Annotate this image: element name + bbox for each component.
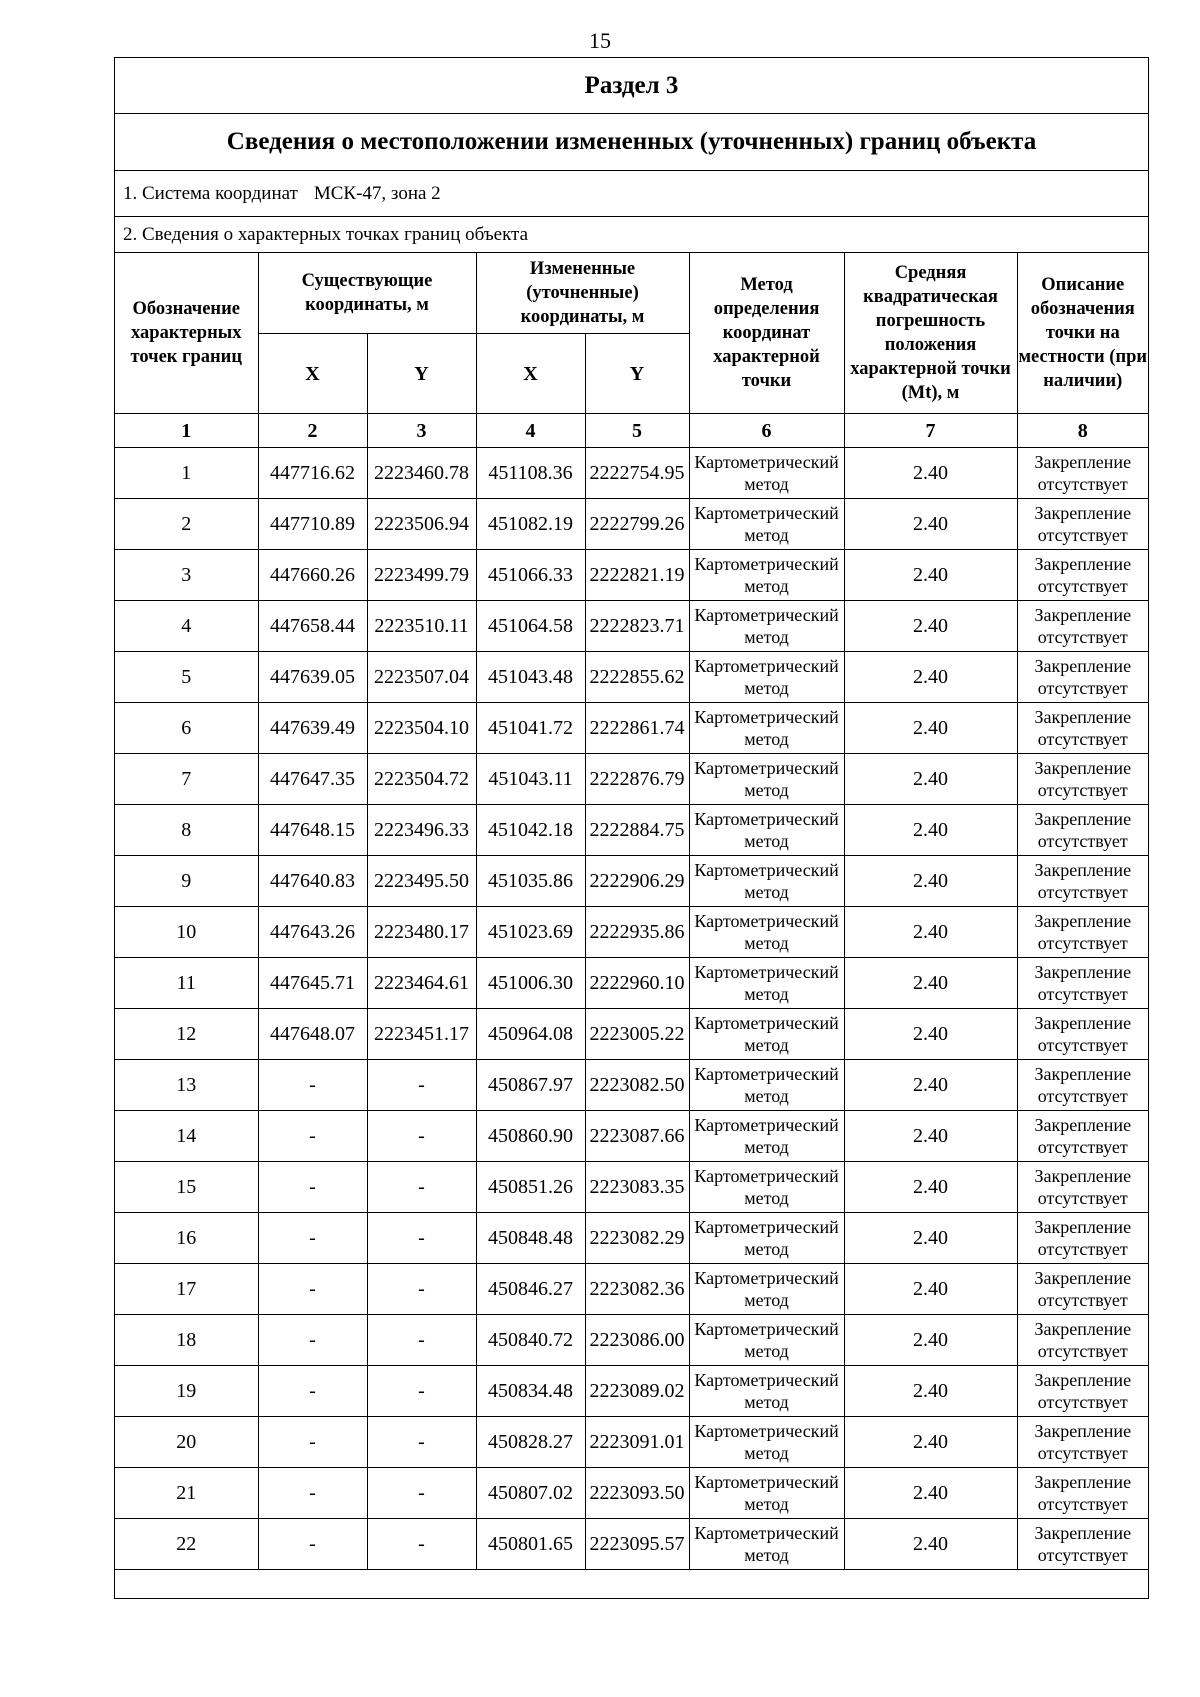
method-cell: Картометрический метод <box>689 1315 844 1366</box>
changed-y-cell: 2222799.26 <box>585 499 689 550</box>
method-cell: Картометрический метод <box>689 754 844 805</box>
changed-y-cell: 2222861.74 <box>585 703 689 754</box>
existing-y-cell: 2223504.10 <box>367 703 476 754</box>
column-number: 2 <box>258 414 367 448</box>
method-cell: Картометрический метод <box>689 1060 844 1111</box>
existing-y-cell: 2223510.11 <box>367 601 476 652</box>
existing-y-cell: - <box>367 1162 476 1213</box>
existing-x-cell: 447647.35 <box>258 754 367 805</box>
existing-x-cell: - <box>258 1060 367 1111</box>
description-cell: Закрепление отсутствует <box>1017 448 1148 499</box>
method-cell: Картометрический метод <box>689 601 844 652</box>
error-cell: 2.40 <box>844 907 1017 958</box>
description-cell: Закрепление отсутствует <box>1017 1468 1148 1519</box>
column-number: 4 <box>476 414 585 448</box>
method-cell: Картометрический метод <box>689 1213 844 1264</box>
point-number-cell: 11 <box>115 958 258 1009</box>
table-row <box>115 1162 1148 1213</box>
table-row <box>115 1468 1148 1519</box>
method-cell: Картометрический метод <box>689 1162 844 1213</box>
changed-y-cell: 2223005.22 <box>585 1009 689 1060</box>
changed-y-cell: 2222876.79 <box>585 754 689 805</box>
existing-x-cell: 447658.44 <box>258 601 367 652</box>
method-cell: Картометрический метод <box>689 550 844 601</box>
table-body <box>115 448 1148 1570</box>
error-cell: 2.40 <box>844 652 1017 703</box>
changed-x-cell: 450840.72 <box>476 1315 585 1366</box>
existing-y-cell: 2223451.17 <box>367 1009 476 1060</box>
existing-y-cell: 2223504.72 <box>367 754 476 805</box>
point-number-cell: 13 <box>115 1060 258 1111</box>
changed-x-cell: 451082.19 <box>476 499 585 550</box>
changed-x-cell: 451023.69 <box>476 907 585 958</box>
changed-y-cell: 2222823.71 <box>585 601 689 652</box>
error-cell: 2.40 <box>844 856 1017 907</box>
description-cell: Закрепление отсутствует <box>1017 1009 1148 1060</box>
table-row <box>115 499 1148 550</box>
changed-x-cell: 450848.48 <box>476 1213 585 1264</box>
existing-y-cell: 2223507.04 <box>367 652 476 703</box>
point-number-cell: 3 <box>115 550 258 601</box>
existing-x-cell: 447639.49 <box>258 703 367 754</box>
point-number-cell: 16 <box>115 1213 258 1264</box>
existing-y-cell: 2223506.94 <box>367 499 476 550</box>
existing-y-cell: - <box>367 1468 476 1519</box>
method-cell: Картометрический метод <box>689 448 844 499</box>
error-cell: 2.40 <box>844 1060 1017 1111</box>
existing-y-cell: - <box>367 1315 476 1366</box>
changed-x-cell: 451064.58 <box>476 601 585 652</box>
changed-y-cell: 2222884.75 <box>585 805 689 856</box>
changed-x-cell: 450801.65 <box>476 1519 585 1570</box>
changed-y-cell: 2223091.01 <box>585 1417 689 1468</box>
coordinate-system-line <box>115 171 1148 217</box>
existing-x-cell: - <box>258 1264 367 1315</box>
error-cell: 2.40 <box>844 1468 1017 1519</box>
header-existing-coords: Существующие координаты, м <box>258 253 476 334</box>
error-cell: 2.40 <box>844 499 1017 550</box>
point-number-cell: 21 <box>115 1468 258 1519</box>
error-cell: 2.40 <box>844 1162 1017 1213</box>
table-row <box>115 958 1148 1009</box>
existing-y-cell: 2223460.78 <box>367 448 476 499</box>
point-number-cell: 5 <box>115 652 258 703</box>
changed-x-cell: 450828.27 <box>476 1417 585 1468</box>
point-number-cell: 10 <box>115 907 258 958</box>
existing-x-cell: 447710.89 <box>258 499 367 550</box>
existing-y-cell: 2223464.61 <box>367 958 476 1009</box>
table-row <box>115 1366 1148 1417</box>
table-footer-row <box>115 1570 1148 1599</box>
method-cell: Картометрический метод <box>689 1009 844 1060</box>
changed-x-cell: 450846.27 <box>476 1264 585 1315</box>
header-changed-y: Y <box>585 334 689 414</box>
existing-y-cell: 2223480.17 <box>367 907 476 958</box>
changed-x-cell: 451043.48 <box>476 652 585 703</box>
changed-y-cell: 2223093.50 <box>585 1468 689 1519</box>
changed-y-cell: 2223083.35 <box>585 1162 689 1213</box>
error-cell: 2.40 <box>844 1519 1017 1570</box>
existing-x-cell: 447645.71 <box>258 958 367 1009</box>
error-cell: 2.40 <box>844 1213 1017 1264</box>
error-cell: 2.40 <box>844 703 1017 754</box>
changed-y-cell: 2223095.57 <box>585 1519 689 1570</box>
changed-y-cell: 2223089.02 <box>585 1366 689 1417</box>
changed-y-cell: 2223082.36 <box>585 1264 689 1315</box>
point-number-cell: 15 <box>115 1162 258 1213</box>
description-cell: Закрепление отсутствует <box>1017 856 1148 907</box>
table-row <box>115 907 1148 958</box>
error-cell: 2.40 <box>844 1111 1017 1162</box>
existing-x-cell: - <box>258 1417 367 1468</box>
changed-y-cell: 2222855.62 <box>585 652 689 703</box>
header-changed-coords: Измененные (уточненные) координаты, м <box>476 253 689 334</box>
changed-x-cell: 450867.97 <box>476 1060 585 1111</box>
point-number-cell: 22 <box>115 1519 258 1570</box>
changed-x-cell: 451006.30 <box>476 958 585 1009</box>
existing-y-cell: - <box>367 1417 476 1468</box>
table-row <box>115 703 1148 754</box>
table-row <box>115 652 1148 703</box>
column-number: 3 <box>367 414 476 448</box>
changed-y-cell: 2222821.19 <box>585 550 689 601</box>
error-cell: 2.40 <box>844 754 1017 805</box>
point-number-cell: 2 <box>115 499 258 550</box>
existing-x-cell: 447648.07 <box>258 1009 367 1060</box>
existing-x-cell: 447660.26 <box>258 550 367 601</box>
description-cell: Закрепление отсутствует <box>1017 1417 1148 1468</box>
changed-x-cell: 450964.08 <box>476 1009 585 1060</box>
description-cell: Закрепление отсутствует <box>1017 1111 1148 1162</box>
existing-y-cell: 2223499.79 <box>367 550 476 601</box>
point-number-cell: 9 <box>115 856 258 907</box>
existing-y-cell: - <box>367 1213 476 1264</box>
method-cell: Картометрический метод <box>689 958 844 1009</box>
description-cell: Закрепление отсутствует <box>1017 754 1148 805</box>
changed-y-cell: 2222935.86 <box>585 907 689 958</box>
description-cell: Закрепление отсутствует <box>1017 1162 1148 1213</box>
existing-x-cell: - <box>258 1366 367 1417</box>
existing-x-cell: - <box>258 1213 367 1264</box>
table-row <box>115 1264 1148 1315</box>
header-existing-x: X <box>258 334 367 414</box>
header-existing-y: Y <box>367 334 476 414</box>
existing-x-cell: - <box>258 1315 367 1366</box>
error-cell: 2.40 <box>844 1417 1017 1468</box>
changed-x-cell: 451043.11 <box>476 754 585 805</box>
method-cell: Картометрический метод <box>689 1111 844 1162</box>
existing-x-cell: 447639.05 <box>258 652 367 703</box>
table-row <box>115 1519 1148 1570</box>
column-number: 8 <box>1017 414 1148 448</box>
point-number-cell: 14 <box>115 1111 258 1162</box>
header-description: Описание обозначения точки на местности (при наличии) <box>1017 253 1148 414</box>
coordinate-system-value: МСК-47, зона 2 <box>313 182 441 204</box>
existing-y-cell: - <box>367 1060 476 1111</box>
point-number-cell: 6 <box>115 703 258 754</box>
point-number-cell: 7 <box>115 754 258 805</box>
error-cell: 2.40 <box>844 550 1017 601</box>
existing-y-cell: - <box>367 1111 476 1162</box>
existing-y-cell: - <box>367 1264 476 1315</box>
existing-y-cell: - <box>367 1519 476 1570</box>
method-cell: Картометрический метод <box>689 499 844 550</box>
existing-x-cell: 447643.26 <box>258 907 367 958</box>
existing-x-cell: 447648.15 <box>258 805 367 856</box>
point-number-cell: 1 <box>115 448 258 499</box>
changed-y-cell: 2222906.29 <box>585 856 689 907</box>
method-cell: Картометрический метод <box>689 1519 844 1570</box>
point-number-cell: 8 <box>115 805 258 856</box>
changed-x-cell: 450860.90 <box>476 1111 585 1162</box>
error-cell: 2.40 <box>844 1264 1017 1315</box>
table-row <box>115 550 1148 601</box>
method-cell: Картометрический метод <box>689 856 844 907</box>
method-cell: Картометрический метод <box>689 1264 844 1315</box>
description-cell: Закрепление отсутствует <box>1017 1213 1148 1264</box>
point-number-cell: 20 <box>115 1417 258 1468</box>
error-cell: 2.40 <box>844 958 1017 1009</box>
changed-x-cell: 451041.72 <box>476 703 585 754</box>
error-cell: 2.40 <box>844 805 1017 856</box>
error-cell: 2.40 <box>844 1009 1017 1060</box>
table-row <box>115 1060 1148 1111</box>
existing-x-cell: 447716.62 <box>258 448 367 499</box>
changed-y-cell: 2223082.50 <box>585 1060 689 1111</box>
method-cell: Картометрический метод <box>689 1366 844 1417</box>
changed-x-cell: 451066.33 <box>476 550 585 601</box>
existing-x-cell: - <box>258 1162 367 1213</box>
changed-y-cell: 2223082.29 <box>585 1213 689 1264</box>
column-number: 6 <box>689 414 844 448</box>
section-subtitle: Сведения о местоположении измененных (уточненных) границ объекта <box>115 114 1148 171</box>
method-cell: Картометрический метод <box>689 703 844 754</box>
method-cell: Картометрический метод <box>689 1468 844 1519</box>
changed-x-cell: 451035.86 <box>476 856 585 907</box>
table-row <box>115 754 1148 805</box>
table-row <box>115 1111 1148 1162</box>
description-cell: Закрепление отсутствует <box>1017 1060 1148 1111</box>
header-error: Средняя квадратическая погрешность положения характерной точки (Mt), м <box>844 253 1017 414</box>
method-cell: Картометрический метод <box>689 1417 844 1468</box>
description-cell: Закрепление отсутствует <box>1017 550 1148 601</box>
description-cell: Закрепление отсутствует <box>1017 601 1148 652</box>
coordinate-system-label: 1. Система координат <box>123 182 298 204</box>
error-cell: 2.40 <box>844 1366 1017 1417</box>
table-row <box>115 1009 1148 1060</box>
description-cell: Закрепление отсутствует <box>1017 1264 1148 1315</box>
page-number: 15 <box>589 28 611 53</box>
method-cell: Картометрический метод <box>689 805 844 856</box>
changed-y-cell: 2222960.10 <box>585 958 689 1009</box>
point-number-cell: 18 <box>115 1315 258 1366</box>
column-number: 1 <box>115 414 258 448</box>
header-designation: Обозначение характерных точек границ <box>115 253 258 414</box>
description-cell: Закрепление отсутствует <box>1017 1366 1148 1417</box>
table-row <box>115 1213 1148 1264</box>
description-cell: Закрепление отсутствует <box>1017 499 1148 550</box>
column-numbers-row <box>115 414 1148 448</box>
existing-y-cell: 2223495.50 <box>367 856 476 907</box>
method-cell: Картометрический метод <box>689 907 844 958</box>
table-row <box>115 448 1148 499</box>
description-cell: Закрепление отсутствует <box>1017 958 1148 1009</box>
existing-x-cell: 447640.83 <box>258 856 367 907</box>
existing-x-cell: - <box>258 1468 367 1519</box>
table-row <box>115 805 1148 856</box>
point-number-cell: 17 <box>115 1264 258 1315</box>
error-cell: 2.40 <box>844 448 1017 499</box>
table-row <box>115 1315 1148 1366</box>
changed-x-cell: 451042.18 <box>476 805 585 856</box>
changed-x-cell: 450834.48 <box>476 1366 585 1417</box>
changed-x-cell: 450807.02 <box>476 1468 585 1519</box>
point-number-cell: 12 <box>115 1009 258 1060</box>
section-title: Раздел 3 <box>115 57 1148 114</box>
table-row <box>115 856 1148 907</box>
changed-y-cell: 2222754.95 <box>585 448 689 499</box>
existing-x-cell: - <box>258 1111 367 1162</box>
table-row <box>115 1417 1148 1468</box>
existing-x-cell: - <box>258 1519 367 1570</box>
existing-y-cell: 2223496.33 <box>367 805 476 856</box>
changed-x-cell: 450851.26 <box>476 1162 585 1213</box>
error-cell: 2.40 <box>844 1315 1017 1366</box>
method-cell: Картометрический метод <box>689 652 844 703</box>
existing-y-cell: - <box>367 1366 476 1417</box>
section-frame <box>114 57 1149 1599</box>
changed-x-cell: 451108.36 <box>476 448 585 499</box>
error-cell: 2.40 <box>844 601 1017 652</box>
column-number: 7 <box>844 414 1017 448</box>
description-cell: Закрепление отсутствует <box>1017 703 1148 754</box>
point-number-cell: 4 <box>115 601 258 652</box>
boundary-points-table <box>115 252 1148 1599</box>
description-cell: Закрепление отсутствует <box>1017 1315 1148 1366</box>
changed-y-cell: 2223086.00 <box>585 1315 689 1366</box>
column-number: 5 <box>585 414 689 448</box>
description-cell: Закрепление отсутствует <box>1017 652 1148 703</box>
header-changed-x: X <box>476 334 585 414</box>
changed-y-cell: 2223087.66 <box>585 1111 689 1162</box>
description-cell: Закрепление отсутствует <box>1017 907 1148 958</box>
description-cell: Закрепление отсутствует <box>1017 805 1148 856</box>
header-method: Метод определения координат характерной точки <box>689 253 844 414</box>
table-row <box>115 601 1148 652</box>
points-caption: 2. Сведения о характерных точках границ объекта <box>123 223 529 245</box>
description-cell: Закрепление отсутствует <box>1017 1519 1148 1570</box>
point-number-cell: 19 <box>115 1366 258 1417</box>
